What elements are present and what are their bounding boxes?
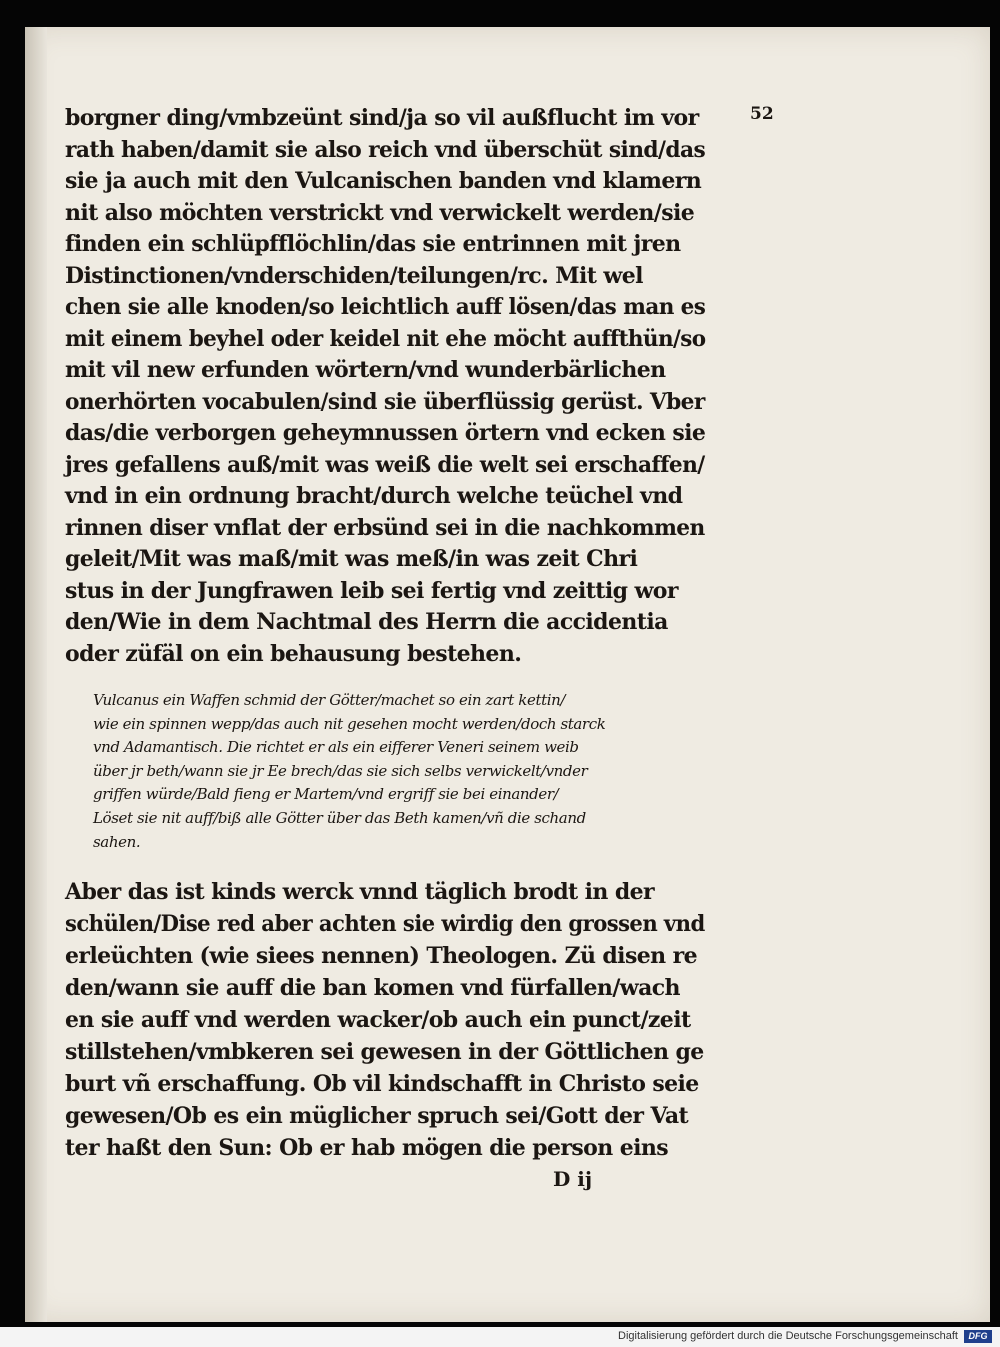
- text-line: onerhörten vocabulen/sind sie überflüssig gerüst. Vber: [65, 388, 705, 415]
- text-line: den/wann sie auff die ban komen vnd fürfallen/wach: [65, 975, 680, 1001]
- text-line: rath haben/damit sie also reich vnd überschüt sind/das: [65, 136, 706, 163]
- text-line: Distinctionen/vnderschiden/teilungen/rc. Mit wel: [65, 262, 643, 289]
- text-line: erleüchten (wie siees nennen) Theologen. Zü disen re: [65, 943, 697, 969]
- text-line: schülen/Dise red aber achten sie wirdig den grossen vnd: [65, 911, 705, 937]
- gloss-note-block: [93, 689, 713, 854]
- signature-mark: D ij: [553, 1167, 593, 1191]
- gloss-line: griffen würde/Bald fieng er Martem/vnd ergriff sie bei einander/: [93, 785, 559, 804]
- text-line: sie ja auch mit den Vulcanischen banden vnd klamern: [65, 168, 702, 194]
- gloss-line: sahen.: [93, 832, 141, 851]
- text-line: borgner ding/vmbzeünt sind/ja so vil außflucht im vor: [65, 105, 699, 131]
- text-line: burt vñ erschaffung. Ob vil kindschafft in Christo seie: [65, 1071, 699, 1097]
- text-line: stillstehen/vmbkeren sei gewesen in der Göttlichen ge: [65, 1039, 704, 1065]
- text-line: mit einem beyhel oder keidel nit ehe möcht auffthün/so: [65, 325, 706, 352]
- footer-bar: [0, 1327, 1000, 1347]
- text-line: jres gefallens auß/mit was weiß die welt sei erschaffen/: [65, 451, 705, 478]
- main-text-block: [65, 103, 705, 670]
- gloss-line: über jr beth/wann sie jr Ee brech/das sie sich selbs verwickelt/vnder: [93, 761, 588, 780]
- book-page: [25, 27, 990, 1322]
- footer-credit: Digitalisierung gefördert durch die Deutsche Forschungsgemeinschaft: [618, 1330, 958, 1342]
- text-line: oder züfäl on ein behausung bestehen.: [65, 640, 522, 667]
- text-line: nit also möchten verstrickt vnd verwickelt werden/sie: [65, 199, 695, 226]
- gloss-line: Vulcanus ein Waffen schmid der Götter/machet so ein zart kettin/: [93, 691, 566, 709]
- text-line: den/Wie in dem Nachtmal des Herrn die accidentia: [65, 609, 668, 635]
- folio-number: 52: [750, 104, 774, 124]
- text-line: rinnen diser vnflat der erbsünd sei in die nachkommen: [65, 514, 705, 541]
- page-gutter: [25, 27, 47, 1322]
- text-line: das/die verborgen geheymnussen örtern vnd ecken sie: [65, 420, 706, 446]
- continued-text-block: [65, 876, 705, 1164]
- gloss-line: wie ein spinnen wepp/das auch nit gesehen mocht werden/doch starck: [93, 714, 606, 733]
- text-line: mit vil new erfunden wörtern/vnd wunderbärlichen: [65, 357, 666, 383]
- dfg-logo-icon[interactable]: DFG: [964, 1330, 992, 1343]
- text-line: vnd in ein ordnung bracht/durch welche teüchel vnd: [65, 483, 683, 509]
- text-line: stus in der Jungfrawen leib sei fertig vnd zeittig wor: [65, 577, 678, 604]
- text-line: en sie auff vnd werden wacker/ob auch ein punct/zeit: [65, 1007, 691, 1033]
- gloss-line: vnd Adamantisch. Die richtet er als ein eifferer Veneri seinem weib: [93, 738, 579, 757]
- text-line: finden ein schlüpfflöchlin/das sie entrinnen mit jren: [65, 231, 681, 257]
- text-line: gewesen/Ob es ein müglicher spruch sei/Gott der Vat: [65, 1103, 689, 1129]
- text-line: ter haßt den Sun: Ob er hab mögen die person eins: [65, 1135, 669, 1161]
- text-line: chen sie alle knoden/so leichtlich auff lösen/das man es: [65, 294, 706, 320]
- text-line: Aber das ist kinds werck vnnd täglich brodt in der: [65, 879, 655, 905]
- text-line: geleit/Mit was maß/mit was meß/in was zeit Chri: [65, 546, 638, 572]
- gloss-line: Löset sie nit auff/biß alle Götter über das Beth kamen/vñ die schand: [93, 808, 586, 827]
